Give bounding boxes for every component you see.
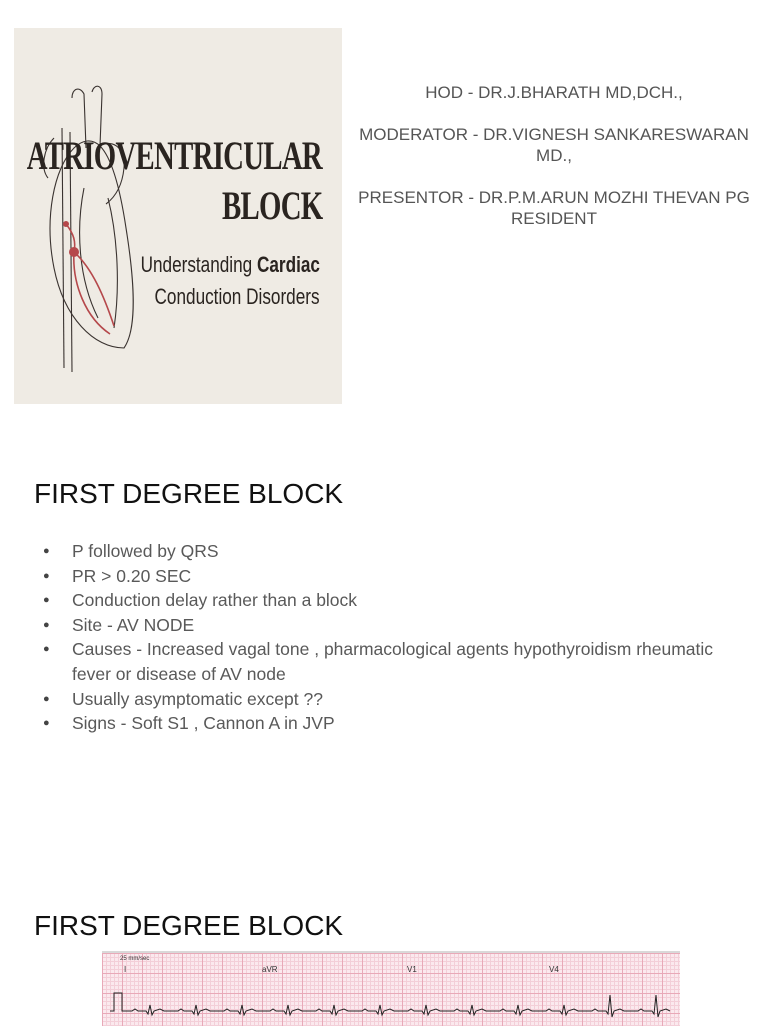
bullet-item: ● Causes - Increased vagal tone , pharmacological agents hypothyroidism rheumatic fever or disease of AV node	[34, 637, 734, 686]
bullet-item: ● PR > 0.20 SEC	[34, 564, 734, 589]
cover-title-line2: BLOCK	[221, 183, 322, 228]
bullet-item: ● Conduction delay rather than a block	[34, 588, 734, 613]
slide3-title: FIRST DEGREE BLOCK	[34, 910, 344, 941]
ecg-lead-label: aVR	[262, 965, 278, 974]
ecg-strip	[102, 951, 680, 1026]
ecg-lead-label: I	[124, 965, 127, 974]
ecg-trace	[102, 953, 680, 1026]
cover-subtitle-line1: Understanding Cardiac	[140, 252, 320, 277]
ecg-lead-label: V4	[549, 965, 559, 974]
bullet-item: ● Site - AV NODE	[34, 613, 734, 638]
presentor-credit: PRESENTOR - DR.P.M.ARUN MOZHI THEVAN PG RESIDENT	[358, 188, 750, 228]
ecg-lead-label: V1	[407, 965, 417, 974]
slide2-bullet-list	[34, 539, 734, 736]
bullet-item: ● P followed by QRS	[34, 539, 734, 564]
cover-image	[14, 28, 342, 404]
cover-title-line1: ATRIOVENTRICULAR	[26, 133, 322, 178]
slide2-title: FIRST DEGREE BLOCK	[34, 478, 344, 509]
credits-block	[346, 82, 762, 250]
bullet-item: ● Signs - Soft S1 , Cannon A in JVP	[34, 711, 734, 736]
bullet-item: ● Usually asymptomatic except ??	[34, 687, 734, 712]
hod-credit: HOD - DR.J.BHARATH MD,DCH.,	[425, 83, 683, 102]
ecg-speed-label: 25 mm/sec	[120, 956, 150, 962]
cover-subtitle-line2: Conduction Disorders	[154, 284, 320, 309]
moderator-credit: MODERATOR - DR.VIGNESH SANKARESWARAN MD.,	[359, 125, 749, 165]
